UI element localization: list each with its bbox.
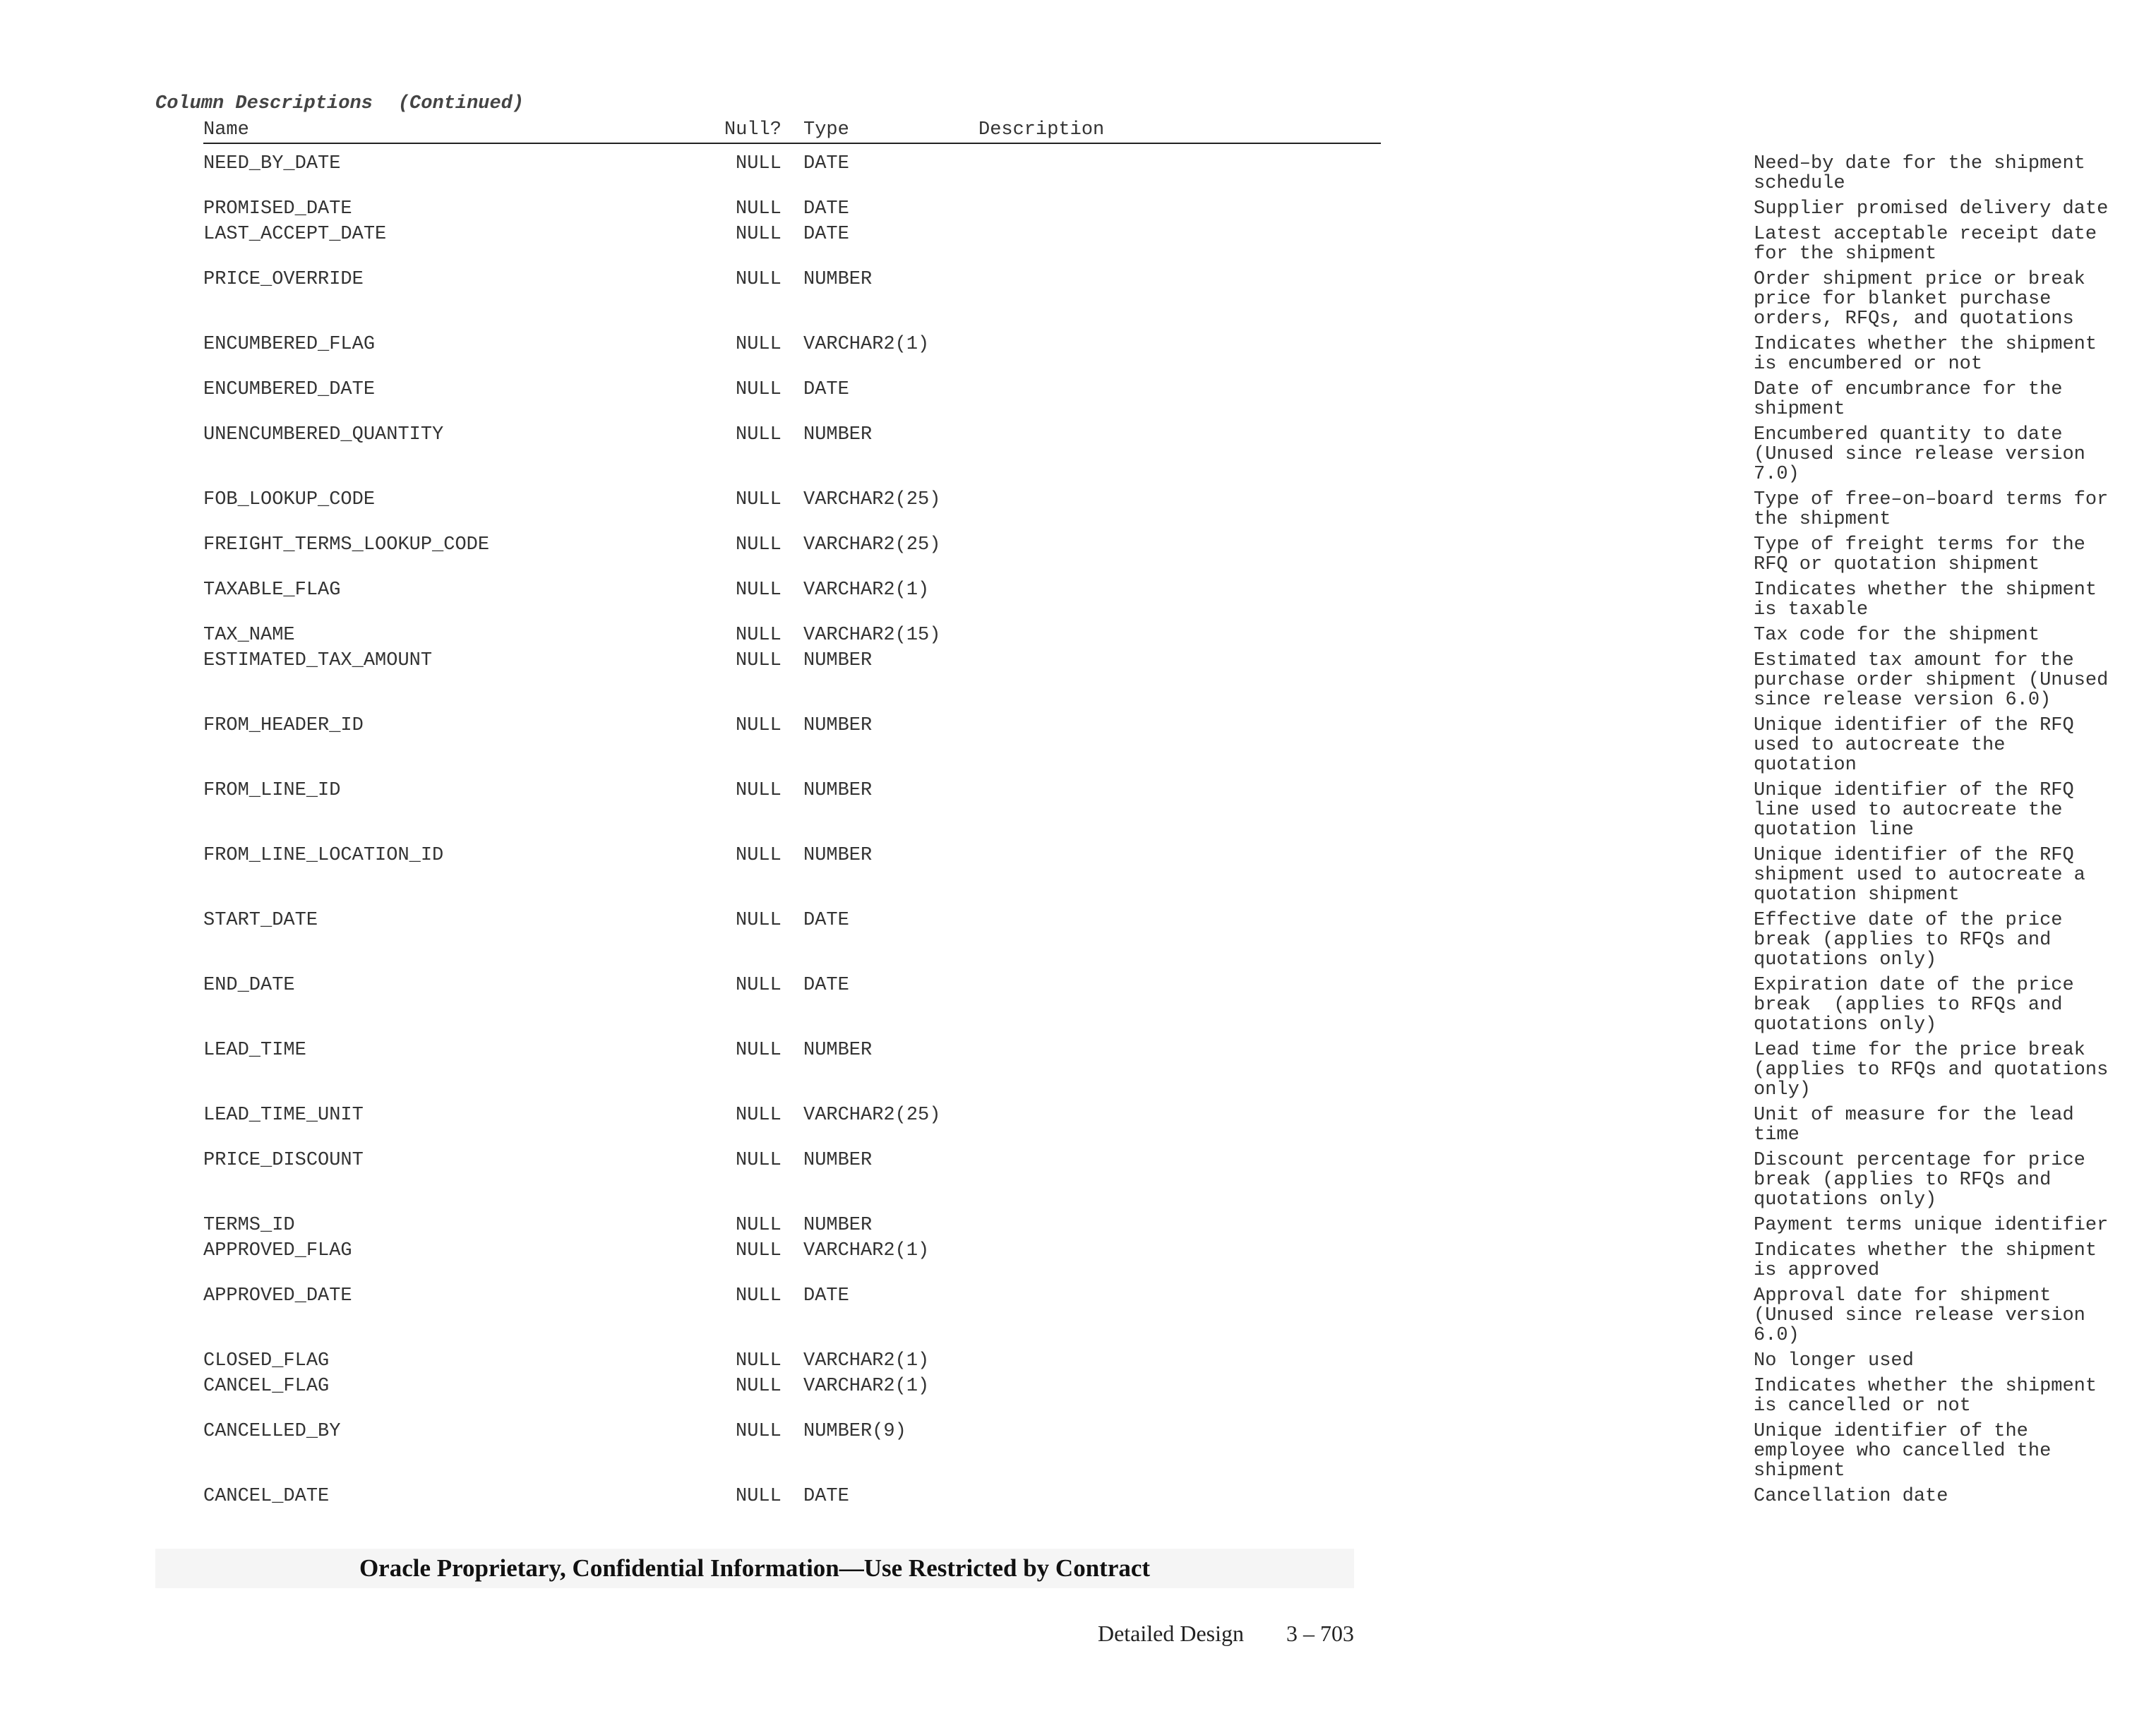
table-row (203, 650, 2109, 711)
column-description (1754, 535, 2156, 575)
column-type: NUMBER(9) (803, 1421, 906, 1442)
column-description (1754, 1487, 2156, 1506)
table-row (203, 910, 2063, 971)
column-name: UNENCUMBERED_QUANTITY (203, 424, 444, 445)
table-row (203, 1376, 2097, 1417)
table-row (203, 625, 2040, 646)
description-line: Lead time for the price break (1754, 1040, 2085, 1061)
table-row (203, 424, 2085, 485)
column-name: CANCEL_FLAG (203, 1376, 330, 1397)
description-line: Effective date of the price (1754, 910, 2063, 931)
column-null: NULL (736, 715, 781, 736)
table-row (203, 1486, 1948, 1507)
column-name: PRICE_DISCOUNT (203, 1150, 364, 1171)
column-null: NULL (736, 269, 781, 290)
description-line: RFQ or quotation shipment (1754, 554, 2040, 575)
column-type: VARCHAR2(25) (803, 489, 941, 510)
description-line: Payment terms unique identifier (1754, 1215, 2109, 1236)
column-type: NUMBER (803, 715, 873, 736)
description-line: Tax code for the shipment (1754, 625, 2040, 646)
column-name: NEED_BY_DATE (203, 153, 341, 174)
table-row (203, 580, 2097, 620)
column-null: NULL (736, 780, 781, 801)
column-null: NULL (736, 1150, 781, 1171)
table-row (203, 534, 2085, 575)
column-null: NULL (736, 625, 781, 646)
column-name: FOB_LOOKUP_CODE (203, 489, 376, 510)
section-heading-suffix: (Continued) (397, 93, 525, 114)
column-type: VARCHAR2(1) (803, 1240, 930, 1261)
column-type: VARCHAR2(1) (803, 580, 930, 601)
column-type: NUMBER (803, 1150, 873, 1171)
column-type: NUMBER (803, 269, 873, 290)
column-null: NULL (736, 1350, 781, 1371)
column-description (1754, 975, 2156, 1035)
column-description (1754, 1286, 2156, 1345)
column-null: NULL (736, 489, 781, 510)
column-null: NULL (736, 650, 781, 671)
column-type: DATE (803, 153, 849, 174)
description-line: Unit of measure for the lead (1754, 1105, 2074, 1126)
column-description (1754, 490, 2156, 529)
column-description (1754, 1351, 2156, 1371)
column-description (1754, 425, 2156, 484)
description-line: Unique identifier of the RFQ (1754, 715, 2074, 736)
column-type: NUMBER (803, 424, 873, 445)
description-line: is approved (1754, 1260, 1880, 1281)
description-line: Indicates whether the shipment (1754, 1240, 2097, 1261)
description-line: Type of freight terms for the (1754, 534, 2085, 556)
header-null: Null? (724, 119, 782, 140)
column-description (1754, 651, 2156, 710)
column-description (1754, 625, 2156, 645)
description-line: schedule (1754, 173, 1845, 194)
column-null: NULL (736, 845, 781, 866)
column-description (1754, 199, 2156, 219)
description-line: 6.0) (1754, 1325, 1799, 1346)
description-line: Expiration date of the price (1754, 975, 2074, 996)
table-row (203, 845, 2085, 906)
table-row (203, 334, 2097, 375)
table-row (203, 224, 2097, 265)
column-name: LAST_ACCEPT_DATE (203, 224, 387, 245)
description-line: quotation shipment (1754, 884, 1960, 906)
description-line: (applies to RFQs and quotations (1754, 1059, 2109, 1081)
description-line: Unique identifier of the RFQ (1754, 780, 2074, 801)
table-row (203, 379, 2063, 420)
column-null: NULL (736, 153, 781, 174)
column-null: NULL (736, 1040, 781, 1061)
column-name: FREIGHT_TERMS_LOOKUP_CODE (203, 534, 490, 556)
description-line: shipment (1754, 1460, 1845, 1482)
column-description (1754, 1105, 2156, 1145)
column-null: NULL (736, 224, 781, 245)
column-name: FROM_LINE_ID (203, 780, 341, 801)
column-description (1754, 846, 2156, 905)
column-type: DATE (803, 379, 849, 400)
description-line: time (1754, 1124, 1799, 1146)
description-line: price for blanket purchase (1754, 289, 2052, 310)
table-row (203, 1105, 2074, 1146)
column-null: NULL (736, 1215, 781, 1236)
description-line: purchase order shipment (Unused (1754, 670, 2109, 691)
column-name: START_DATE (203, 910, 318, 931)
column-description (1754, 781, 2156, 840)
column-type: DATE (803, 224, 849, 245)
column-null: NULL (736, 379, 781, 400)
description-line: No longer used (1754, 1350, 1914, 1371)
column-name: PRICE_OVERRIDE (203, 269, 364, 290)
description-line: Cancellation date (1754, 1486, 1948, 1507)
column-type: NUMBER (803, 1215, 873, 1236)
column-type: NUMBER (803, 780, 873, 801)
description-line: line used to autocreate the (1754, 800, 2063, 821)
column-description (1754, 1151, 2156, 1210)
column-name: LEAD_TIME (203, 1040, 306, 1061)
column-name: APPROVED_FLAG (203, 1240, 352, 1261)
table-row (203, 198, 2109, 220)
column-description (1754, 154, 2156, 193)
column-name: FROM_HEADER_ID (203, 715, 364, 736)
description-line: Date of encumbrance for the (1754, 379, 2063, 400)
column-name: TAX_NAME (203, 625, 295, 646)
description-line: Type of free–on–board terms for (1754, 489, 2109, 510)
description-line: Supplier promised delivery date (1754, 198, 2109, 220)
column-description (1754, 911, 2156, 970)
description-line: (Unused since release version (1754, 444, 2085, 465)
confidential-notice: Oracle Proprietary, Confidential Information––Use Restricted by Contract (155, 1549, 1354, 1588)
description-line: break (applies to RFQs and (1754, 1170, 2052, 1191)
table-row (203, 489, 2109, 530)
column-null: NULL (736, 910, 781, 931)
column-name: CLOSED_FLAG (203, 1350, 330, 1371)
column-type: NUMBER (803, 650, 873, 671)
table-row (203, 1150, 2085, 1211)
table-header (203, 120, 1381, 144)
description-line: quotations only) (1754, 1189, 1937, 1211)
description-line: is cancelled or not (1754, 1395, 1971, 1417)
column-name: FROM_LINE_LOCATION_ID (203, 845, 444, 866)
table-body (203, 153, 2109, 1507)
description-line: Discount percentage for price (1754, 1150, 2085, 1171)
description-line: is encumbered or not (1754, 354, 1983, 375)
column-type: NUMBER (803, 1040, 873, 1061)
column-description (1754, 224, 2156, 264)
header-description: Description (978, 119, 1105, 140)
description-line: is taxable (1754, 599, 1869, 620)
description-line: orders, RFQs, and quotations (1754, 308, 2074, 330)
column-name: END_DATE (203, 975, 295, 996)
column-name: CANCELLED_BY (203, 1421, 341, 1442)
column-null: NULL (736, 1240, 781, 1261)
table-row (203, 715, 2074, 776)
table-row (203, 1285, 2085, 1346)
description-line: quotation (1754, 755, 1857, 776)
column-description (1754, 380, 2156, 419)
column-name: ESTIMATED_TAX_AMOUNT (203, 650, 433, 671)
column-type: VARCHAR2(15) (803, 625, 941, 646)
column-type: VARCHAR2(1) (803, 334, 930, 355)
description-line: Encumbered quantity to date (1754, 424, 2063, 445)
column-type: VARCHAR2(1) (803, 1350, 930, 1371)
description-line: since release version 6.0) (1754, 690, 2052, 711)
table-row (203, 269, 2085, 330)
description-line: used to autocreate the (1754, 735, 2006, 756)
column-null: NULL (736, 580, 781, 601)
column-type: DATE (803, 975, 849, 996)
page-footer (1098, 1621, 1354, 1647)
description-line: for the shipment (1754, 244, 1937, 265)
column-type: DATE (803, 1285, 849, 1307)
column-description (1754, 335, 2156, 374)
column-type: VARCHAR2(1) (803, 1376, 930, 1397)
column-description (1754, 1215, 2156, 1235)
column-name: LEAD_TIME_UNIT (203, 1105, 364, 1126)
table-row (203, 153, 2085, 194)
description-line: Indicates whether the shipment (1754, 580, 2097, 601)
description-line: employee who cancelled the (1754, 1441, 2052, 1462)
column-name: ENCUMBERED_DATE (203, 379, 376, 400)
description-line: Unique identifier of the (1754, 1421, 2028, 1442)
column-name: TAXABLE_FLAG (203, 580, 341, 601)
header-type: Type (803, 119, 849, 140)
column-type: NUMBER (803, 845, 873, 866)
description-line: Need–by date for the shipment (1754, 153, 2085, 174)
table-row (203, 1421, 2052, 1482)
column-type: VARCHAR2(25) (803, 1105, 941, 1126)
column-type: DATE (803, 198, 849, 220)
column-type: DATE (803, 1486, 849, 1507)
column-null: NULL (736, 1421, 781, 1442)
description-line: Order shipment price or break (1754, 269, 2085, 290)
footer-section: Detailed Design (1097, 1621, 1244, 1646)
column-name: CANCEL_DATE (203, 1486, 330, 1507)
description-line: quotation line (1754, 820, 1914, 841)
table-row (203, 1240, 2097, 1281)
section-heading (155, 93, 524, 114)
description-line: quotations only) (1754, 949, 1937, 971)
column-description (1754, 1040, 2156, 1100)
column-description (1754, 1241, 2156, 1280)
description-line: Estimated tax amount for the (1754, 650, 2074, 671)
description-line: quotations only) (1754, 1014, 1937, 1035)
column-description (1754, 1422, 2156, 1481)
description-line: break (applies to RFQs and (1754, 930, 2052, 951)
description-line: shipment used to autocreate a (1754, 865, 2085, 886)
column-null: NULL (736, 1105, 781, 1126)
description-line: Latest acceptable receipt date (1754, 224, 2097, 245)
description-line: Indicates whether the shipment (1754, 334, 2097, 355)
column-description (1754, 1376, 2156, 1416)
column-type: DATE (803, 910, 849, 931)
description-line: 7.0) (1754, 464, 1799, 485)
description-line: Unique identifier of the RFQ (1754, 845, 2074, 866)
description-line: only) (1754, 1079, 1811, 1100)
column-null: NULL (736, 424, 781, 445)
column-null: NULL (736, 1486, 781, 1507)
column-description (1754, 580, 2156, 620)
header-name: Name (203, 119, 249, 140)
column-null: NULL (736, 198, 781, 220)
description-line: break (applies to RFQs and (1754, 995, 2063, 1016)
table-row (203, 1350, 1914, 1371)
column-name: PROMISED_DATE (203, 198, 352, 220)
column-null: NULL (736, 1285, 781, 1307)
description-line: shipment (1754, 399, 1845, 420)
column-null: NULL (736, 334, 781, 355)
column-null: NULL (736, 534, 781, 556)
section-heading-title: Column Descriptions (155, 93, 373, 114)
column-name: ENCUMBERED_FLAG (203, 334, 376, 355)
footer-page-number: 3 – 703 (1286, 1621, 1354, 1646)
description-line: Indicates whether the shipment (1754, 1376, 2097, 1397)
column-null: NULL (736, 975, 781, 996)
column-type: VARCHAR2(25) (803, 534, 941, 556)
column-description (1754, 270, 2156, 329)
column-descriptions-table (203, 119, 2109, 1512)
column-name: APPROVED_DATE (203, 1285, 352, 1307)
description-line: Approval date for shipment (1754, 1285, 2052, 1307)
column-name: TERMS_ID (203, 1215, 295, 1236)
table-row (203, 1215, 2109, 1236)
column-description (1754, 716, 2156, 775)
column-null: NULL (736, 1376, 781, 1397)
table-row (203, 975, 2074, 1035)
description-line: (Unused since release version (1754, 1305, 2085, 1326)
table-row (203, 1040, 2109, 1100)
description-line: the shipment (1754, 509, 1891, 530)
table-row (203, 780, 2074, 841)
